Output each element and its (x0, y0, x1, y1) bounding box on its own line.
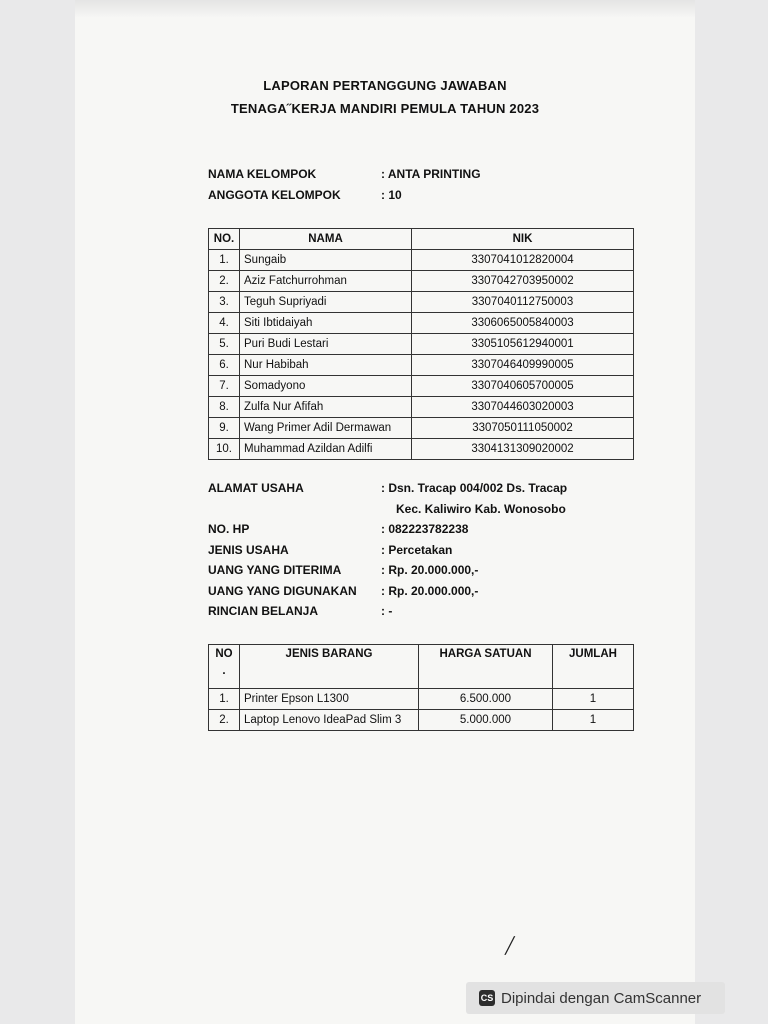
member-nik: 3307042703950002 (412, 271, 634, 292)
members-table-header (209, 229, 634, 250)
business-row (208, 563, 628, 579)
member-no: 3. (209, 292, 240, 313)
item-name: Printer Epson L1300 (240, 689, 419, 710)
business-row (208, 604, 628, 620)
business-label: UANG YANG DITERIMA (208, 563, 342, 577)
group-name-label: NAMA KELOMPOK (208, 167, 317, 181)
business-row (208, 584, 628, 600)
header-jumlah: JUMLAH (553, 645, 634, 689)
member-row (209, 250, 634, 271)
member-no: 7. (209, 376, 240, 397)
member-name: Aziz Fatchurrohman (240, 271, 412, 292)
member-nik: 3307040112750003 (412, 292, 634, 313)
member-nik: 3307046409990005 (412, 355, 634, 376)
business-label: NO. HP (208, 522, 250, 536)
member-nik: 3307044603020003 (412, 397, 634, 418)
business-value: : 082223782238 (381, 522, 469, 536)
member-name: Muhammad Azildan Adilfi (240, 439, 412, 460)
member-no: 5. (209, 334, 240, 355)
header-jenis-barang: JENIS BARANG (240, 645, 419, 689)
item-no: 2. (209, 710, 240, 731)
members-table (208, 228, 634, 460)
business-value: Kec. Kaliwiro Kab. Wonosobo (396, 502, 566, 516)
business-label: ALAMAT USAHA (208, 481, 304, 495)
member-row (209, 271, 634, 292)
member-row (209, 397, 634, 418)
member-no: 8. (209, 397, 240, 418)
item-no: 1. (209, 689, 240, 710)
business-value: : Rp. 20.000.000,- (381, 563, 479, 577)
member-nik: 3307041012820004 (412, 250, 634, 271)
item-unit-price: 6.500.000 (419, 689, 553, 710)
business-row (208, 543, 628, 559)
member-name: Sungaib (240, 250, 412, 271)
member-nik: 3304131309020002 (412, 439, 634, 460)
member-row (209, 418, 634, 439)
camscanner-watermark (466, 982, 725, 1014)
group-name-value: : ANTA PRINTING (381, 167, 481, 181)
member-row (209, 376, 634, 397)
report-title-line-1: LAPORAN PERTANGGUNG JAWABAN (263, 78, 507, 93)
member-no: 10. (209, 439, 240, 460)
member-no: 1. (209, 250, 240, 271)
business-row (208, 502, 628, 518)
header-no (209, 645, 240, 689)
member-name: Zulfa Nur Afifah (240, 397, 412, 418)
group-name-row (208, 167, 628, 183)
business-value: : - (381, 604, 393, 618)
member-name: Somadyono (240, 376, 412, 397)
member-no: 9. (209, 418, 240, 439)
header-nama: NAMA (240, 229, 412, 250)
item-unit-price: 5.000.000 (419, 710, 553, 731)
pen-mark: ╱ (505, 938, 515, 955)
scan-edge (75, 0, 695, 18)
business-value: : Rp. 20.000.000,- (381, 584, 479, 598)
item-quantity: 1 (553, 710, 634, 731)
business-label: RINCIAN BELANJA (208, 604, 319, 618)
member-name: Puri Budi Lestari (240, 334, 412, 355)
group-members-row (208, 188, 628, 204)
member-no: 6. (209, 355, 240, 376)
items-table (208, 644, 634, 731)
business-value: : Percetakan (381, 543, 453, 557)
business-label: UANG YANG DIGUNAKAN (208, 584, 357, 598)
header-no: NO. (209, 229, 240, 250)
item-name: Laptop Lenovo IdeaPad Slim 3 (240, 710, 419, 731)
member-name: Teguh Supriyadi (240, 292, 412, 313)
member-row (209, 313, 634, 334)
member-nik: 3307050111050002 (412, 418, 634, 439)
group-members-label: ANGGOTA KELOMPOK (208, 188, 341, 202)
member-name: Nur Habibah (240, 355, 412, 376)
member-name: Siti Ibtidaiyah (240, 313, 412, 334)
member-row (209, 355, 634, 376)
member-row (209, 439, 634, 460)
member-no: 2. (209, 271, 240, 292)
business-row (208, 522, 628, 538)
report-title-line-2: TENAGA˝KERJA MANDIRI PEMULA TAHUN 2023 (230, 101, 540, 116)
member-row (209, 334, 634, 355)
header-harga-satuan: HARGA SATUAN (419, 645, 553, 689)
header-no-dot: . (222, 665, 226, 677)
item-row (209, 689, 634, 710)
group-members-value: : 10 (381, 188, 402, 202)
business-value: : Dsn. Tracap 004/002 Ds. Tracap (381, 481, 568, 495)
member-nik: 3306065005840003 (412, 313, 634, 334)
item-row (209, 710, 634, 731)
member-row (209, 292, 634, 313)
business-row (208, 481, 628, 497)
member-no: 4. (209, 313, 240, 334)
header-no-text: NO (215, 648, 233, 660)
camscanner-text: Dipindai dengan CamScanner (501, 989, 702, 1007)
member-nik: 3307040605700005 (412, 376, 634, 397)
items-table-header (209, 645, 634, 689)
member-name: Wang Primer Adil Dermawan (240, 418, 412, 439)
camscanner-icon: CS (479, 990, 495, 1006)
header-nik: NIK (412, 229, 634, 250)
item-quantity: 1 (553, 689, 634, 710)
member-nik: 3305105612940001 (412, 334, 634, 355)
business-label: JENIS USAHA (208, 543, 289, 557)
